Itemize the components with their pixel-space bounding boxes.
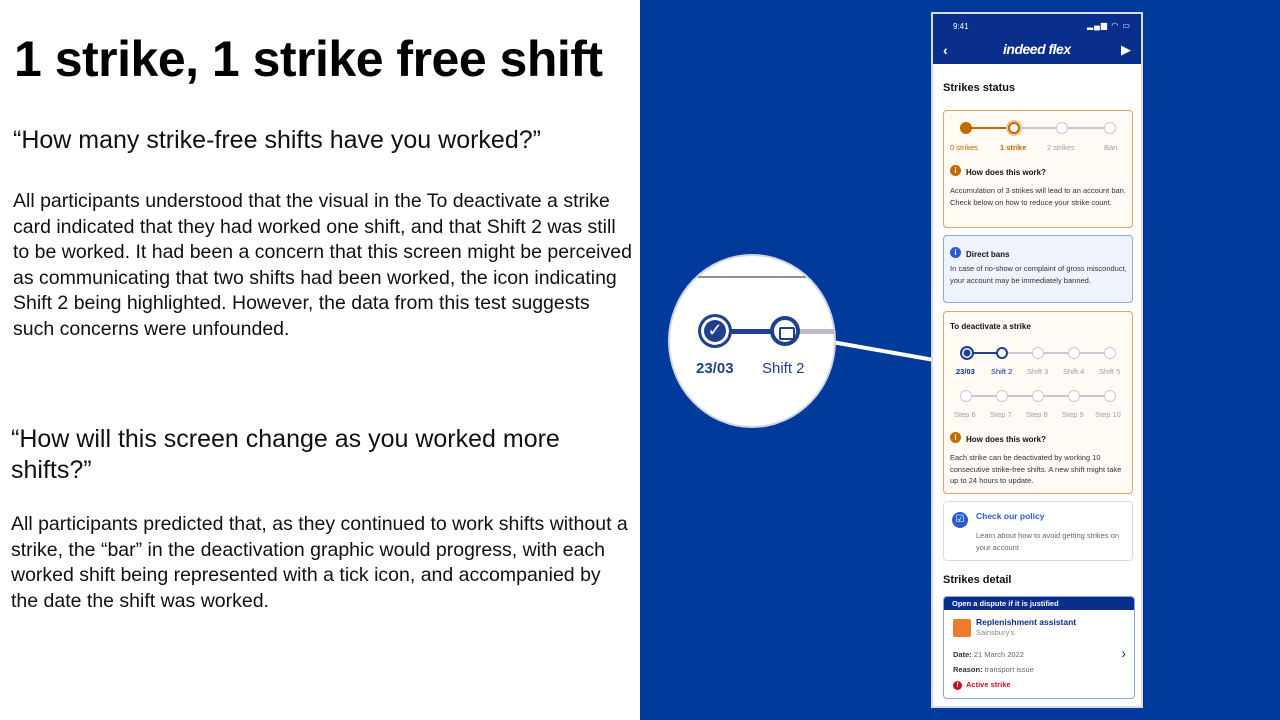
shift-label: Shift 5 [1099, 367, 1121, 376]
reason-value: transport issue [984, 665, 1034, 674]
dispute-banner[interactable]: Open a dispute if it is justified [944, 597, 1134, 610]
briefcase-icon [996, 390, 1008, 402]
deactivate-title: To deactivate a strike [950, 322, 1031, 331]
info-icon: i [950, 165, 961, 176]
phone-screen [931, 12, 1143, 708]
policy-card[interactable] [943, 501, 1133, 561]
strike-current-icon [1008, 122, 1020, 134]
date-value: 21 March 2022 [973, 650, 1024, 659]
role-title: Replenishment assistant [976, 617, 1077, 627]
checkbox-icon: ☑ [952, 512, 968, 528]
briefcase-icon [1104, 347, 1116, 359]
strike-detail-card[interactable] [943, 596, 1135, 699]
play-button[interactable]: ▶ [1121, 42, 1131, 57]
step-label: Step 8 [1026, 410, 1048, 419]
info-icon: i [950, 247, 961, 258]
briefcase-icon [1068, 390, 1080, 402]
chevron-right-icon[interactable]: › [1121, 645, 1126, 661]
strikes-status-title: Strikes status [943, 82, 1016, 94]
zoom-cut-text [696, 276, 806, 284]
strike-future-icon [1056, 122, 1068, 134]
check-icon: ✓ [698, 314, 732, 348]
thumb-icon [960, 122, 972, 134]
briefcase-icon [1032, 347, 1044, 359]
briefcase-icon [1104, 390, 1116, 402]
shift-label: Shift 2 [991, 367, 1013, 376]
zoom-shift-label: Shift 2 [762, 360, 805, 377]
shift-label: 23/03 [956, 367, 975, 376]
strikes-detail-title: Strikes detail [943, 574, 1012, 586]
step-label: Step 7 [990, 410, 1012, 419]
step-label: 1 strike [1000, 143, 1027, 152]
how-it-works-row [950, 162, 1046, 180]
zoom-date-label: 23/03 [696, 360, 734, 377]
briefcase-icon [770, 316, 800, 346]
strike-reason [953, 664, 1034, 676]
briefcase-icon [1068, 347, 1080, 359]
briefcase-icon [996, 347, 1008, 359]
how-it-works-row [950, 429, 1046, 447]
zoom-callout [668, 254, 836, 428]
alert-icon: ! [953, 681, 962, 690]
status-icons: ▂▄▆ ◠ ▭ [1087, 21, 1131, 30]
company-logo [953, 619, 971, 637]
strikes-status-card [943, 110, 1133, 228]
active-strike-label: Active strike [966, 680, 1011, 689]
reason-label: Reason: [953, 665, 983, 674]
ban-icon [1104, 122, 1116, 134]
policy-title[interactable]: Check our policy [976, 511, 1045, 521]
status-time: 9:41 [953, 22, 969, 31]
app-header [933, 14, 1141, 64]
back-button[interactable]: ‹ [943, 42, 948, 58]
direct-bans-title: Direct bans [966, 250, 1010, 259]
shift-label: Shift 4 [1063, 367, 1085, 376]
finding-paragraph-2: All participants predicted that, as they continued to work shifts without a strike, the “bar” in the deactivation graphic would progress, with each worked shift being represented with a tick icon, and accompanied by the date the shift was worked. [11, 513, 628, 612]
how-it-works-text: Each strike can be deactivated by working 10 consecutive strike-free shifts. A new shift might take up to 24 hours to update. [950, 453, 1122, 485]
date-label: Date: [953, 650, 972, 659]
direct-bans-card [943, 235, 1133, 303]
slide-title: 1 strike, 1 strike free shift [14, 31, 603, 87]
how-it-works-text: Accumulation of 3 strikes will lead to an account ban. Check below on how to reduce your strike count. [950, 186, 1126, 207]
step-label: 0 strikes [950, 143, 978, 152]
deactivate-strike-card [943, 311, 1133, 494]
direct-bans-row [950, 244, 1010, 262]
strike-progress-line [966, 127, 1014, 129]
strike-date [953, 649, 1024, 661]
check-icon [960, 346, 974, 360]
how-it-works-title: How does this work? [966, 435, 1047, 444]
briefcase-icon [960, 390, 972, 402]
step-label: Step 6 [954, 410, 976, 419]
how-it-works-title: How does this work? [966, 168, 1047, 177]
deactivate-progress-line-grey [1002, 352, 1110, 354]
step-label: 2 strikes [1047, 143, 1075, 152]
shift-label: Shift 3 [1027, 367, 1049, 376]
step-label: Ban [1104, 143, 1118, 152]
question-1: “How many strike-free shifts have you worked?” [13, 126, 541, 154]
policy-text: Learn about how to avoid getting strikes on your account [976, 531, 1120, 552]
active-strike-badge [953, 680, 1011, 690]
company-name: Sainsbury's [976, 628, 1015, 637]
info-icon: i [950, 432, 961, 443]
step-label: Step 9 [1062, 410, 1084, 419]
briefcase-icon [1032, 390, 1044, 402]
direct-bans-text: In case of no-show or complaint of gross misconduct, your account may be immediately banned. [950, 264, 1127, 285]
brand-logo: indeed flex [1003, 41, 1071, 57]
step-label: Step 10 [1095, 410, 1121, 419]
question-2: “How will this screen change as you worked more shifts?” [11, 425, 560, 484]
finding-paragraph-1: All participants understood that the visual in the To deactivate a strike card indicated that they had worked one shift, and that Shift 2 was still to be worked. It had been a concern that this screen might be perceived as communicating that two shifts had been worked, the icon indicating Shift 2 being highlighted. However, the data from this test suggests such concerns were unfounded. [13, 190, 632, 340]
